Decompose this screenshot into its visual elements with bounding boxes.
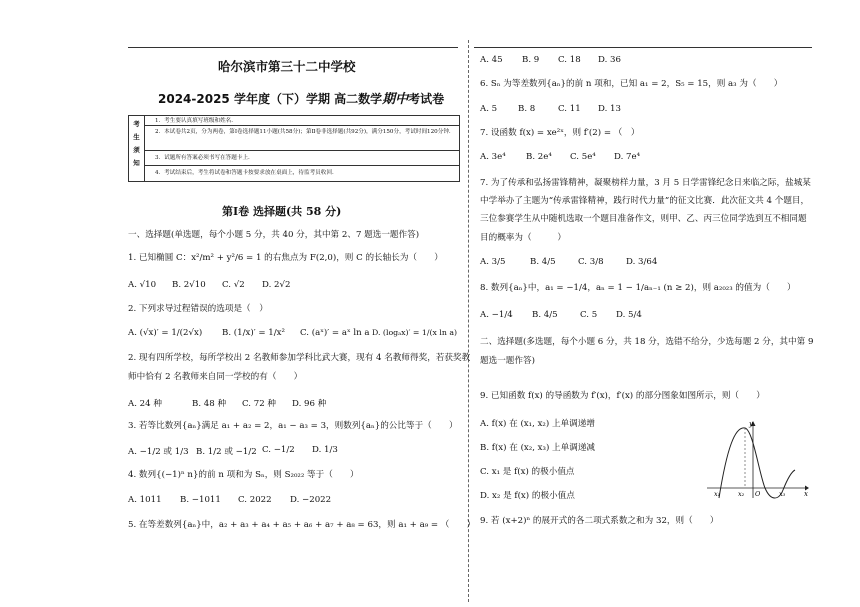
notice-box <box>128 115 460 182</box>
exam-title-suffix: 考试卷 <box>408 92 445 106</box>
q2b-option-b: B. 48 种 <box>192 399 227 409</box>
q5-option-b: B. 9 <box>522 55 540 65</box>
q8-option-c: C. 5 <box>580 310 598 320</box>
q5-option-c: C. 18 <box>558 55 581 65</box>
q3-option-b: B. 1/2 或 −1/2 <box>196 447 257 457</box>
q5-text: 5. 在等差数列{aₙ}中，a₂ + a₃ + a₄ + a₅ + a₆ + a₇ + a₈ = 63，则 a₁ + a₉ = （ ） <box>128 520 476 530</box>
q1-option-c: C. √2 <box>222 280 245 290</box>
q5-option-a: A. 45 <box>480 55 503 65</box>
x3-label: x₃ <box>779 490 786 498</box>
q5-option-d: D. 36 <box>598 55 621 65</box>
q4-option-c: C. 2022 <box>238 495 272 505</box>
section1-title: 第Ⅰ卷 选择题(共 58 分) <box>222 205 342 218</box>
column-divider <box>468 40 469 602</box>
q7b-option-b: B. 4/5 <box>530 257 556 267</box>
x-label: x <box>804 490 808 498</box>
y-label: y <box>749 420 753 428</box>
x1-label: x₁ <box>714 490 721 498</box>
q9-option-b: B. f(x) 在 (x₂, x₃) 上单调递减 <box>480 443 596 453</box>
q8-option-b: B. 4/5 <box>532 310 558 320</box>
q7b-line4: 目的概率为（ ） <box>480 233 566 243</box>
q6-option-d: D. 13 <box>598 104 621 114</box>
derivative-curve <box>719 428 795 498</box>
q7b-option-d: D. 3/64 <box>626 257 658 267</box>
exam-title-mid: 期中 <box>382 92 409 107</box>
q2-option-b: B. (1/x)′ = 1/x² <box>222 328 285 338</box>
notice-row: 3．试题所有答案必须书写在答题卡上. <box>145 151 459 166</box>
q2b-line1: 2. 现有四所学校，每所学校出 2 名教师参加学科比武大赛，现有 4 名教师得奖，若获奖教 <box>128 353 471 363</box>
part2-intro-line2: 题选一题作答) <box>480 356 535 366</box>
q9-text: 9. 已知函数 f(x) 的导函数为 f′(x)，f′(x) 的部分图象如图所示，则（ ） <box>480 391 765 401</box>
q2-text: 2. 下列求导过程错误的选项是（ ） <box>128 304 268 314</box>
part2-intro-line1: 二、选择题(多选题，每个小题 6 分，共 18 分，选错不给分，少选每题 2 分，其中第 9 <box>480 337 814 347</box>
exam-title <box>158 88 444 107</box>
q9-option-d: D. x₂ 是 f(x) 的极小值点 <box>480 491 575 501</box>
notice-row: 4．考试结束后，考生将试卷和答题卡按要求放在桌面上，待监考员收回. <box>155 170 334 176</box>
q7b-line2: 中学举办了主题为“传承雷锋精神，践行时代力量”的征文比赛．此次征文共 4 个题目， <box>480 196 810 206</box>
q2b-option-a: A. 24 种 <box>128 399 162 409</box>
notice-row: 2．本试卷共2页，分为两卷，第Ⅰ卷选择题11小题(共58分)；第Ⅱ卷非选择题(共92分)，满分150分，考试时间120分钟. <box>145 126 459 151</box>
notice-row: 1．考生要认真填写班级和姓名. <box>145 116 459 126</box>
q7b-option-a: A. 3/5 <box>480 257 506 267</box>
q7-option-b: B. 2e⁴ <box>526 152 552 162</box>
q3-option-a: A. −1/2 或 1/3 <box>128 447 189 457</box>
notice-label <box>129 116 145 181</box>
q4-option-a: A. 1011 <box>128 495 162 505</box>
q3-text: 3. 若等比数列{aₙ}满足 a₁ + a₂ = 2，a₁ − a₃ = 3，则数列{aₙ}的公比等于（ ） <box>128 421 458 431</box>
top-rule-right <box>474 47 812 48</box>
q7-option-c: C. 5e⁴ <box>570 152 596 162</box>
q4-text: 4. 数列{(−1)ⁿ n}的前 n 项和为 Sₙ，则 S₂₀₂₂ 等于（ ） <box>128 470 359 480</box>
q8-option-d: D. 5/4 <box>616 310 642 320</box>
q9-option-c: C. x₁ 是 f(x) 的极小值点 <box>480 467 575 477</box>
q2b-option-c: C. 72 种 <box>242 399 276 409</box>
school-name: 哈尔滨市第三十二中学校 <box>218 59 356 74</box>
derivative-graph <box>705 418 810 500</box>
q2-option-d: D. (logₐx)′ = 1/(x ln a) <box>372 328 458 337</box>
q1-text: 1. 已知椭圆 C：x²/m² + y²/6 = 1 的右焦点为 F(2,0)，则 C 的长轴长为（ ） <box>128 253 443 263</box>
q7-option-a: A. 3e⁴ <box>480 152 506 162</box>
q9b-text: 9. 若 (x+2)ⁿ 的展开式的各二项式系数之和为 32，则（ ） <box>480 516 719 526</box>
q2b-line2: 师中恰有 2 名教师来自同一学校的有（ ） <box>128 372 303 382</box>
q6-option-c: C. 11 <box>558 104 581 114</box>
q7b-option-c: C. 3/8 <box>578 257 604 267</box>
q3-option-d: D. 1/3 <box>312 445 338 455</box>
q6-option-b: B. 8 <box>518 104 536 114</box>
q1-option-b: B. 2√10 <box>172 280 206 290</box>
q2b-option-d: D. 96 种 <box>292 399 327 409</box>
q4-option-b: B. −1011 <box>180 495 221 505</box>
notice-label-char: 考 <box>133 120 140 128</box>
exam-title-main: 2024-2025 学年度（下）学期 高二数学 <box>158 92 383 106</box>
origin-label: O <box>755 490 761 498</box>
q6-text: 6. Sₙ 为等差数列{aₙ}的前 n 项和，已知 a₁ = 2，S₅ = 15，则 a₃ 为（ ） <box>480 79 783 89</box>
x2-label: x₂ <box>738 490 745 498</box>
q7-option-d: D. 7e⁴ <box>614 152 641 162</box>
part1-intro: 一、选择题(单选题，每个小题 5 分，共 40 分，其中第 2、7 题选一题作答) <box>128 230 420 240</box>
q8-option-a: A. −1/4 <box>480 310 513 320</box>
q3-option-c: C. −1/2 <box>262 445 295 455</box>
q7b-line3: 三位参赛学生从中随机选取一个题目准备作文，则甲、乙、丙三位同学选到互不相同题 <box>480 214 807 224</box>
q7-text: 7. 设函数 f(x) = xe²ˣ，则 f′(2) = （ ） <box>480 128 640 138</box>
notice-label-char: 须 <box>133 146 140 154</box>
notice-label-char: 生 <box>133 133 140 141</box>
q6-option-a: A. 5 <box>480 104 498 114</box>
q1-option-a: A. √10 <box>128 280 157 290</box>
q2-option-a: A. (√x)′ = 1/(2√x) <box>128 328 203 338</box>
notice-label-char: 知 <box>133 159 140 167</box>
q2-option-c: C. (aˣ)′ = aˣ ln a <box>300 328 370 338</box>
q7b-line1: 7. 为了传承和弘扬雷锋精神，凝聚榜样力量，3 月 5 日学雷锋纪念日来临之际，盐城某 <box>480 178 811 188</box>
q4-option-d: D. −2022 <box>290 495 332 505</box>
q9-option-a: A. f(x) 在 (x₁, x₂) 上单调递增 <box>480 419 595 429</box>
q1-option-d: D. 2√2 <box>262 280 291 290</box>
q8-text: 8. 数列{aₙ}中，a₁ = −1/4，aₙ = 1 − 1/aₙ₋₁ (n ≥ 2)，则 a₂₀₂₃ 的值为（ ） <box>480 283 796 293</box>
top-rule-left <box>128 47 458 48</box>
